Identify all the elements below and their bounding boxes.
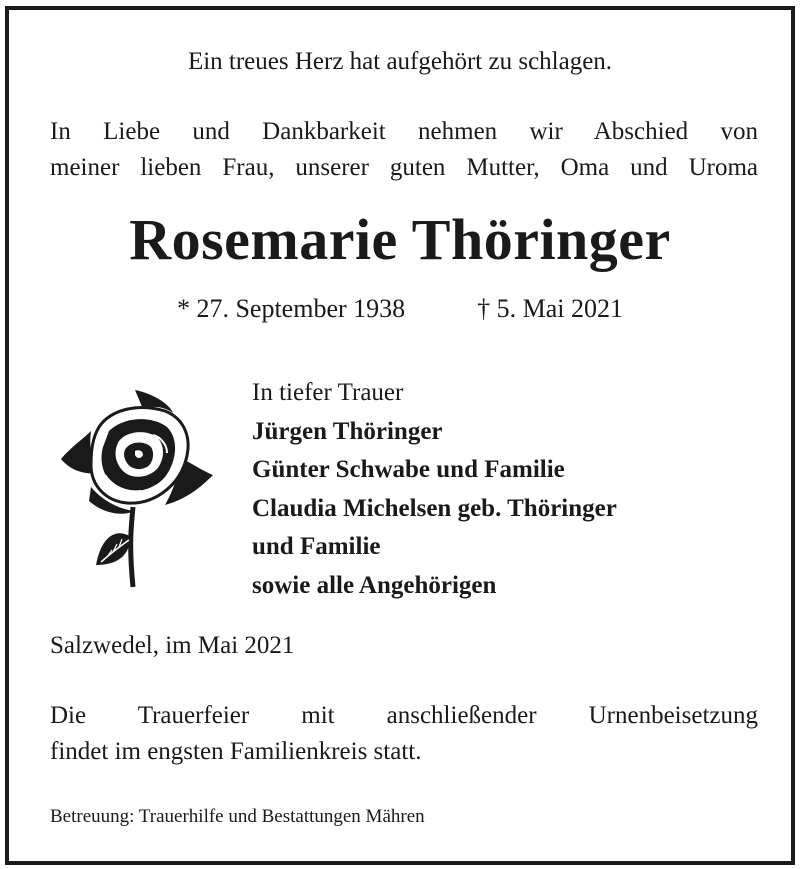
intro-text: Ein treues Herz hat aufgehört zu schlagen. — [187, 48, 613, 75]
farewell-line-1: In Liebe und Dankbarkeit nehmen wir Abschied von — [50, 118, 758, 145]
rose-icon — [61, 387, 216, 589]
death-date: † 5. Mai 2021 — [477, 294, 624, 323]
mourner-name: Günter Schwabe und Familie — [252, 456, 565, 483]
ceremony-line-1: Die Trauerfeier mit anschließender Urnenbeisetzung — [50, 702, 758, 729]
mourner-name: Jürgen Thöringer — [252, 417, 443, 445]
mourning-heading: In tiefer Trauer — [252, 379, 404, 406]
obituary-frame — [5, 6, 795, 865]
life-dates — [9, 294, 791, 324]
mourner-name: und Familie — [252, 533, 381, 560]
funeral-service-credit: Betreuung: Trauerhilfe und Bestattungen Mähren — [50, 806, 425, 827]
deceased-name: Rosemarie Thöringer — [129, 207, 671, 272]
mourner-name: sowie alle Angehörigen — [252, 571, 497, 599]
farewell-line-2: meiner lieben Frau, unserer guten Mutter, Oma und Uroma — [50, 154, 758, 181]
place-date: Salzwedel, im Mai 2021 — [50, 632, 295, 659]
ceremony-line-2: findet im engsten Familienkreis statt. — [50, 738, 422, 765]
mourner-name: Claudia Michelsen geb. Thöringer — [252, 494, 617, 522]
mourners-block — [252, 374, 617, 605]
birth-date: * 27. September 1938 — [176, 294, 406, 323]
